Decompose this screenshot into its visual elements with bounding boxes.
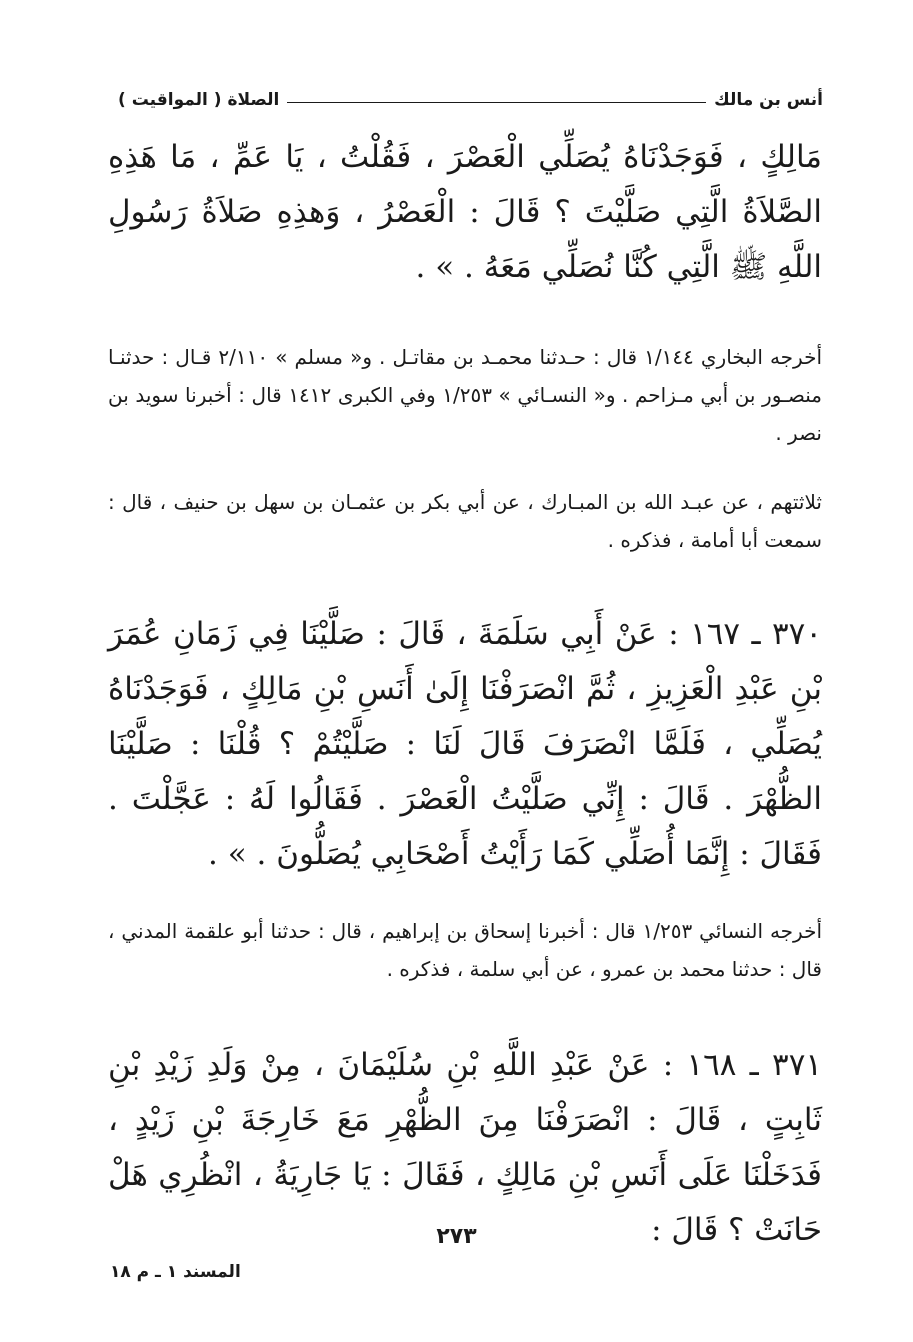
hadith-370: ٣٧٠ ـ ١٦٧ : عَنْ أَبِي سَلَمَةَ ، قَالَ : صَلَّيْنَا فِي زَمَانِ عُمَرَ بْنِ عَبْدِ الْعَزِيزِ ، ثُمَّ انْصَرَفْنَا إِلَىٰ أَنَسِ بْنِ مَالِكٍ ، فَوَجَدْنَاهُ يُصَلِّي ، فَلَمَّا انْصَرَفَ قَالَ لَنَا : صَلَّيْتُمْ ؟ قُلْنَا : صَلَّيْنَا الظُّهْرَ . قَالَ : إِنِّي صَلَّيْتُ الْعَصْرَ . فَقَالُوا لَهُ : عَجَّلْتَ . فَقَالَ : إِنَّمَا أُصَلِّي كَمَا رَأَيْتُ أَصْحَابِي يُصَلُّونَ . » . — [108, 616, 822, 872]
header-rule — [287, 102, 706, 103]
takhrij-paragraph: أخرجه البخاري ١/١٤٤ قال : حـدثنا محمـد بن مقاتـل . و« مسلم » ٢/١١٠ قـال : حدثنـا منصـور بن أبي مـزاحم . و« النسـائي » ١/٢٥٣ وفي الكبرى ١٤١٢ قال : أخبرنا سويد بن نصر . — [108, 345, 822, 445]
printer-signature: المسند ١ ـ م ١٨ — [110, 1262, 241, 1282]
running-header — [118, 86, 823, 114]
hadith-continuation: مَالِكٍ ، فَوَجَدْنَاهُ يُصَلِّي الْعَصْرَ ، فَقُلْتُ ، يَا عَمِّ ، مَا هَذِهِ الصَّلاَةُ الَّتِي صَلَّيْتَ ؟ قَالَ : الْعَصْرُ ، وَهذِهِ صَلاَةُ رَسُولِ اللَّهِ ﷺ الَّتِي كُنَّا نُصَلِّي مَعَهُ . » . — [108, 139, 822, 285]
header-author: أنس بن مالك — [714, 90, 823, 110]
header-chapter: الصلاة ( المواقيت ) — [118, 90, 280, 110]
takhrij-paragraph: أخرجه النسائي ١/٢٥٣ قال : أخبرنا إسحاق بن إبراهيم ، قال : حدثنا أبو علقمة المدني ، قال : حدثنا محمد بن عمرو ، عن أبي سلمة ، فذكره . — [108, 919, 822, 981]
page-number: ٢٧٣ — [436, 1224, 477, 1249]
hadith-371: ٣٧١ ـ ١٦٨ : عَنْ عَبْدِ اللَّهِ بْنِ سُلَيْمَانَ ، مِنْ وَلَدِ زَيْدِ بْنِ ثَابِتٍ ، قَالَ : انْصَرَفْنَا مِنَ الظُّهْرِ مَعَ خَارِجَةَ بْنِ زَيْدٍ ، فَدَخَلْنَا عَلَى أَنَسِ بْنِ مَالِكٍ ، فَقَالَ : يَا جَارِيَةُ ، انْظُرِي هَلْ حَانَتْ ؟ قَالَ : — [108, 1047, 822, 1248]
takhrij-paragraph: ثلاثتهم ، عن عبـد الله بن المبـارك ، عن أبي بكر بن عثمـان بن سهل بن حنيف ، قال : سمعت أبا أمامة ، فذكره . — [108, 490, 822, 552]
